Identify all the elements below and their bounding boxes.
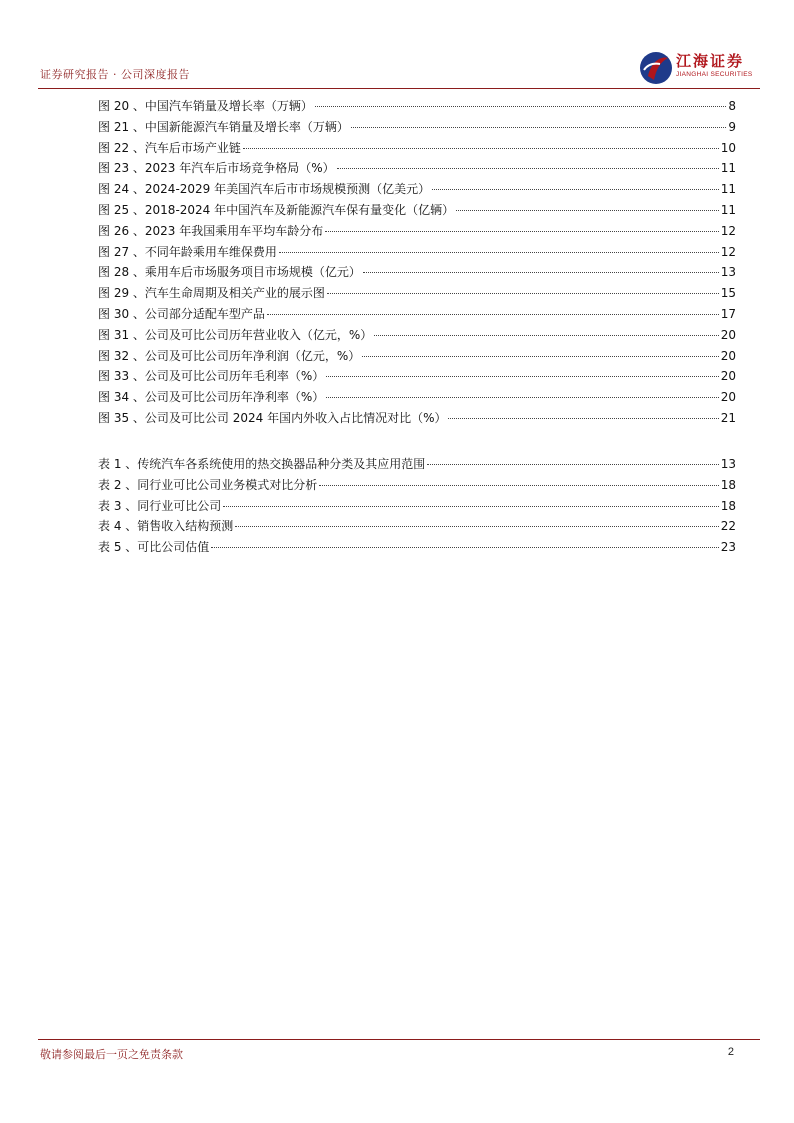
toc-entry-page: 20 [720, 369, 736, 384]
toc-entry[interactable] [98, 200, 736, 221]
toc-entry-label: 图 29 、汽车生命周期及相关产业的展示图 [98, 286, 325, 301]
toc-dot-leader [326, 375, 718, 377]
toc-entry-label: 图 33 、公司及可比公司历年毛利率（%） [98, 369, 325, 384]
toc-entry-page: 13 [720, 457, 736, 471]
toc-entry-page: 17 [720, 306, 736, 321]
header-divider [38, 88, 760, 89]
toc-entry-page: 18 [720, 498, 736, 513]
toc-entry[interactable] [98, 387, 736, 408]
toc-entry[interactable] [98, 283, 736, 304]
toc-dot-leader [351, 126, 726, 128]
toc-entry-page: 11 [720, 182, 736, 197]
toc-entry-label: 图 22 、汽车后市场产业链 [98, 140, 241, 155]
toc-entry-label: 图 34 、公司及可比公司历年净利率（%） [98, 390, 325, 405]
toc-entry-page: 20 [720, 327, 736, 342]
toc-entry[interactable] [98, 366, 736, 387]
toc-dot-leader [279, 251, 719, 253]
toc-entry[interactable] [98, 96, 736, 117]
toc-entry-label: 表 4 、销售收入结构预测 [98, 519, 234, 534]
toc-dot-leader [337, 167, 719, 169]
toc-entry[interactable] [98, 516, 736, 537]
toc-dot-leader [327, 292, 719, 294]
logo-emblem-icon [638, 50, 674, 86]
toc-entry[interactable] [98, 454, 736, 475]
toc-entry-page: 21 [720, 410, 736, 425]
figures-table-of-contents [98, 96, 736, 429]
toc-entry-page: 8 [728, 99, 736, 113]
toc-entry[interactable] [98, 262, 736, 283]
toc-dot-leader [363, 271, 719, 273]
toc-entry[interactable] [98, 242, 736, 263]
page-number: 2 [727, 1046, 734, 1058]
toc-dot-leader [223, 505, 718, 507]
toc-entry[interactable] [98, 138, 736, 159]
toc-entry[interactable] [98, 475, 736, 496]
logo-english-name: JIANGHAI SECURITIES [676, 71, 753, 78]
toc-entry-label: 图 20 、中国汽车销量及增长率（万辆） [98, 99, 313, 113]
toc-dot-leader [374, 334, 718, 336]
tables-table-of-contents [98, 454, 736, 558]
company-logo [638, 50, 758, 86]
toc-entry-page: 15 [720, 286, 736, 301]
toc-entry-label: 表 2 、同行业可比公司业务模式对比分析 [98, 477, 318, 492]
toc-dot-leader [432, 188, 719, 190]
toc-entry-page: 12 [720, 244, 736, 259]
toc-dot-leader [211, 546, 718, 548]
toc-dot-leader [243, 147, 719, 149]
toc-dot-leader [456, 209, 719, 211]
toc-entry-label: 图 24 、2024-2029 年美国汽车后市市场规模预测（亿美元） [98, 182, 431, 197]
toc-entry-page: 11 [720, 161, 736, 176]
toc-entry[interactable] [98, 158, 736, 179]
toc-entry-label: 图 26 、2023 年我国乘用车平均车龄分布 [98, 223, 324, 238]
toc-entry-page: 13 [720, 265, 736, 280]
toc-entry-page: 20 [720, 348, 736, 363]
toc-entry-label: 图 25 、2018-2024 年中国汽车及新能源汽车保有量变化（亿辆） [98, 202, 455, 217]
toc-entry-label: 图 27 、不同年龄乘用车维保费用 [98, 244, 277, 259]
toc-entry-label: 图 21 、中国新能源汽车销量及增长率（万辆） [98, 119, 349, 134]
toc-entry-page: 22 [720, 519, 736, 534]
footer-divider [38, 1039, 760, 1040]
toc-entry[interactable] [98, 537, 736, 558]
toc-entry[interactable] [98, 221, 736, 242]
toc-dot-leader [315, 105, 726, 107]
toc-entry-label: 表 3 、同行业可比公司 [98, 498, 222, 513]
toc-entry-label: 图 31 、公司及可比公司历年营业收入（亿元，%） [98, 327, 373, 342]
toc-entry-page: 12 [720, 223, 736, 238]
toc-dot-leader [448, 417, 718, 419]
toc-entry-label: 图 30 、公司部分适配车型产品 [98, 306, 265, 321]
toc-entry-label: 图 32 、公司及可比公司历年净利润（亿元，%） [98, 348, 361, 363]
toc-entry-page: 20 [720, 390, 736, 405]
toc-dot-leader [267, 313, 719, 315]
toc-entry-page: 11 [720, 202, 736, 217]
toc-entry-page: 9 [728, 119, 736, 134]
toc-entry[interactable] [98, 325, 736, 346]
toc-entry[interactable] [98, 179, 736, 200]
toc-entry-page: 23 [720, 540, 736, 555]
toc-entry-label: 表 5 、可比公司估值 [98, 540, 210, 555]
toc-entry[interactable] [98, 496, 736, 517]
toc-entry-label: 图 28 、乘用车后市场服务项目市场规模（亿元） [98, 265, 361, 280]
toc-entry-label: 图 23 、2023 年汽车后市场竞争格局（%） [98, 161, 335, 176]
toc-dot-leader [325, 230, 718, 232]
disclaimer-note: 敬请参阅最后一页之免责条款 [40, 1048, 183, 1061]
toc-dot-leader [235, 525, 718, 527]
toc-dot-leader [319, 484, 718, 486]
logo-chinese-name: 江海证券 [676, 52, 745, 70]
toc-entry-label: 图 35 、公司及可比公司 2024 年国内外收入占比情况对比（%） [98, 410, 447, 425]
report-header-title: 证券研究报告 · 公司深度报告 [40, 68, 190, 81]
toc-entry-page: 18 [720, 477, 736, 492]
toc-entry[interactable] [98, 408, 736, 429]
toc-entry[interactable] [98, 346, 736, 367]
toc-entry-page: 10 [720, 140, 736, 155]
toc-dot-leader [362, 355, 718, 357]
toc-entry[interactable] [98, 117, 736, 138]
toc-entry[interactable] [98, 304, 736, 325]
toc-entry-label: 表 1 、传统汽车各系统使用的热交换器品种分类及其应用范围 [98, 457, 426, 471]
toc-dot-leader [427, 463, 718, 465]
toc-dot-leader [326, 396, 718, 398]
